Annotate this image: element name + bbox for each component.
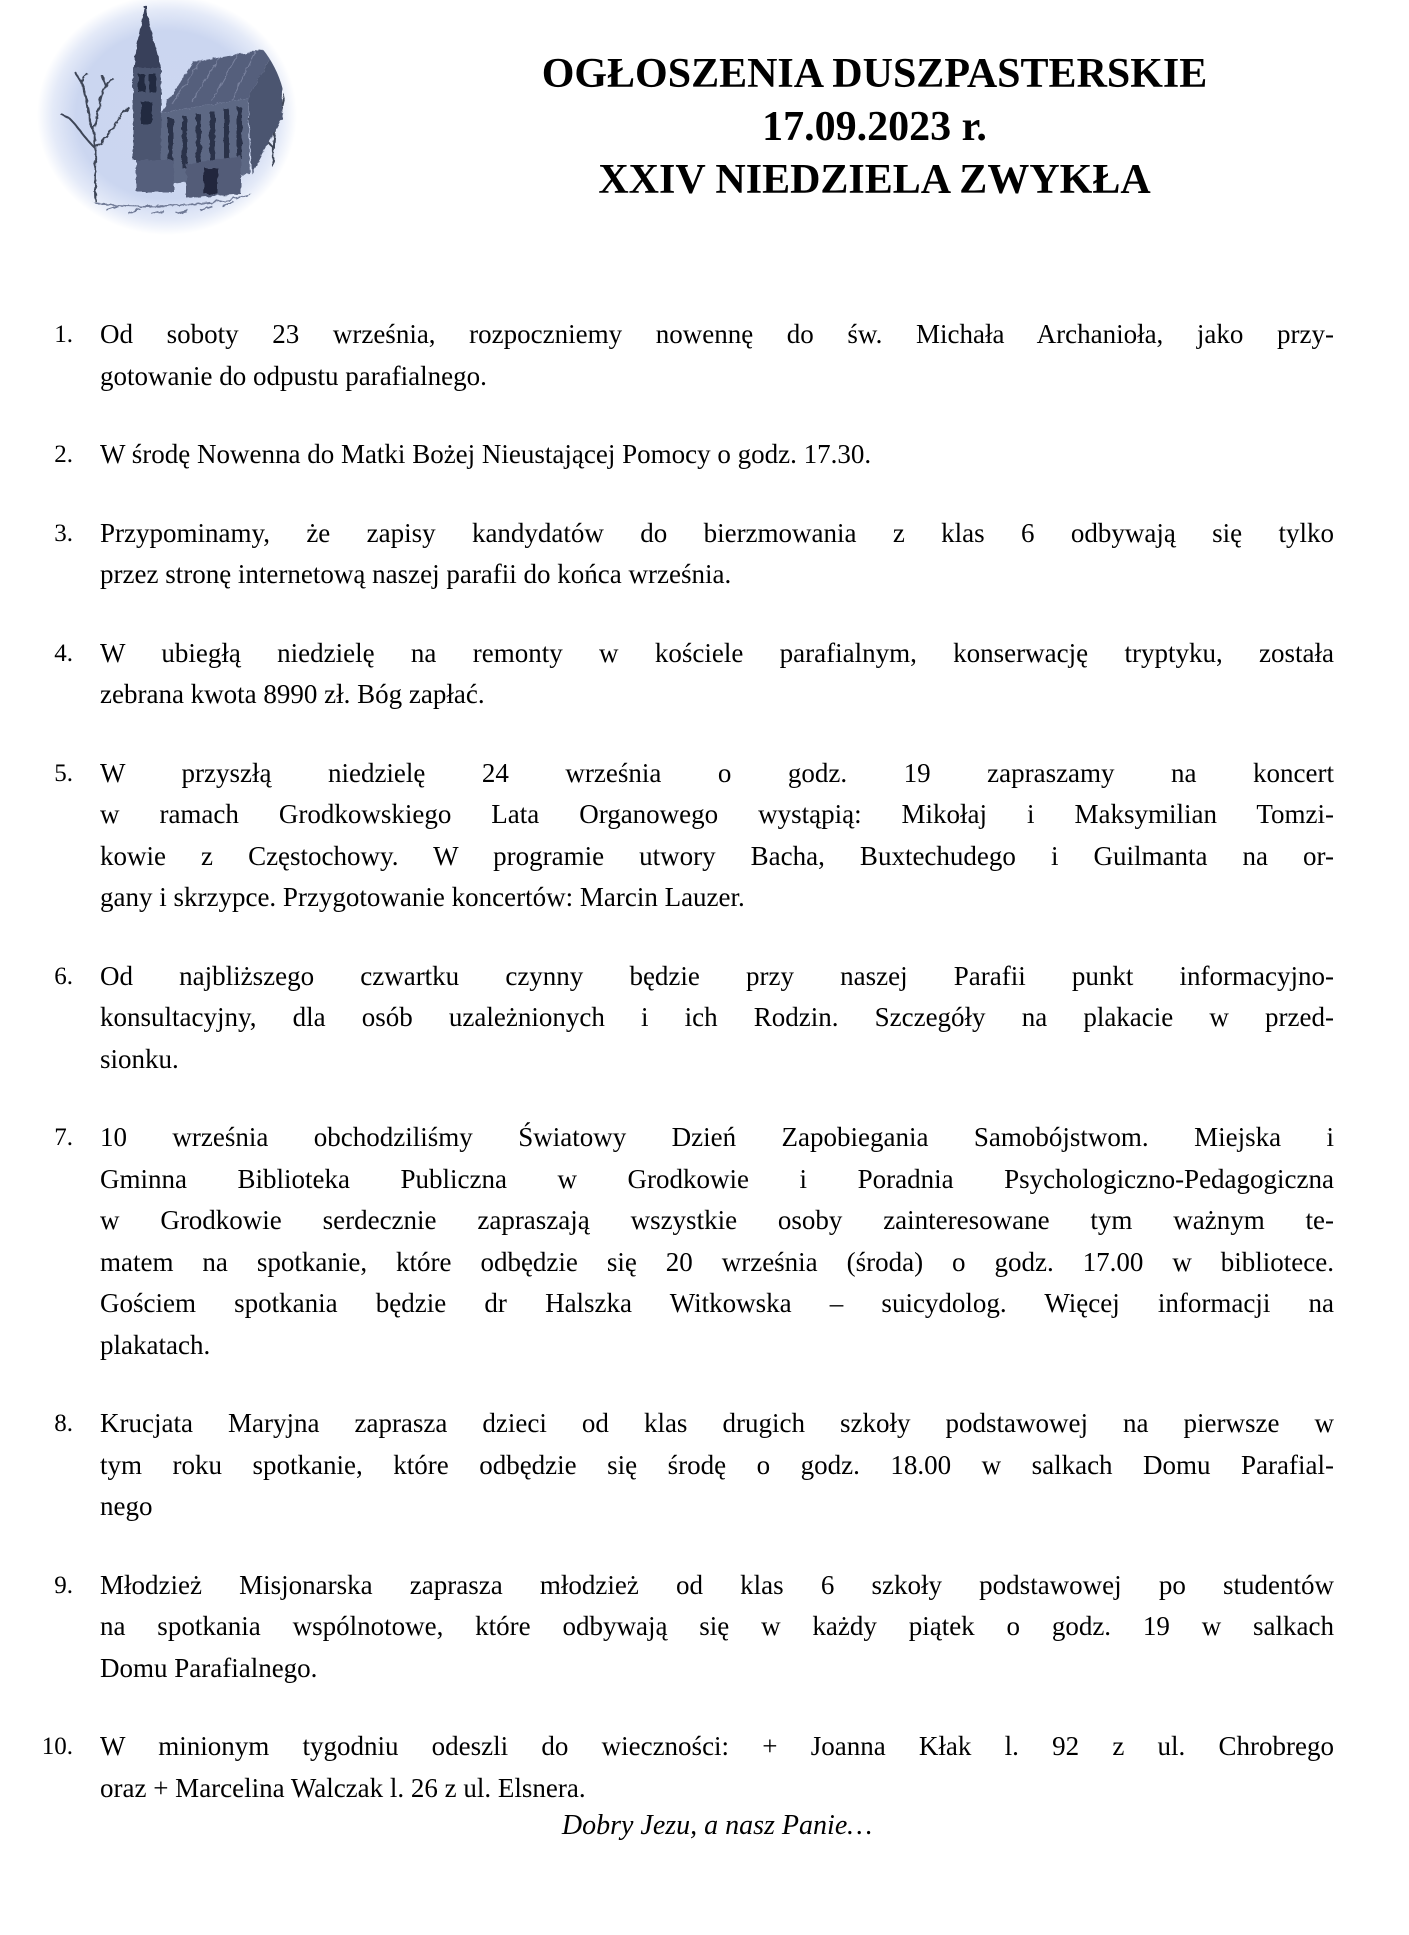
church-sketch-illustration [36, 0, 298, 238]
announcement-item [28, 513, 1334, 596]
announcement-item [28, 633, 1334, 716]
text-line: przez stronę internetową naszej parafii do końca września. [100, 559, 732, 589]
text-line: Młodzież Misjonarska zaprasza młodzież od klas 6 szkoły podstawowej po studentów [100, 1569, 1334, 1600]
item-number: 10. [41, 1733, 73, 1760]
text-line: W ubiegłą niedzielę na remonty w kościele parafialnym, konserwację tryptyku, została [100, 637, 1334, 668]
announcement-item [28, 1403, 1334, 1528]
item-text [100, 633, 1334, 716]
church-image [36, 0, 298, 238]
item-number: 3. [54, 519, 73, 547]
date-line: 17.09.2023 r. [762, 104, 987, 150]
gable-pinnacle [272, 24, 282, 48]
text-line: gotowanie do odpustu parafialnego. [100, 360, 487, 391]
item-text [100, 513, 1334, 596]
header [0, 0, 1409, 240]
item-text [100, 1403, 1334, 1528]
item-text [100, 314, 1334, 397]
text-line: plakatach. [100, 1329, 211, 1360]
text-line: w ramach Grodkowskiego Lata Organowego wystąpią: Mikołaj i Maksymilian Tomzi- [100, 799, 1334, 829]
announcement-item [28, 753, 1334, 919]
item-text [100, 753, 1334, 919]
item-number: 5. [54, 759, 73, 787]
text-line: na spotkania wspólnotowe, które odbywają się w każdy piątek o godz. 19 w salkach [100, 1611, 1334, 1641]
text-line: Domu Parafialnego. [100, 1652, 318, 1683]
item-number: 8. [54, 1410, 73, 1437]
item-text [100, 434, 1334, 476]
text-line: W przyszłą niedzielę 24 września o godz. 19 zapraszamy na koncert [100, 757, 1334, 788]
item-number: 7. [54, 1124, 73, 1151]
text-line: konsultacyjny, dla osób uzależnionych i ich Rodzin. Szczegóły na plakacie w przed- [100, 1002, 1334, 1032]
side-aisle [136, 160, 174, 192]
announcement-list [28, 314, 1334, 1809]
announcement-item [28, 956, 1334, 1081]
page-title: OGŁOSZENIA DUSZPASTERSKIE [541, 51, 1208, 97]
item-number: 2. [54, 441, 73, 468]
text-line: W minionym tygodniu odeszli do wieczności: + Joanna Kłak l. 92 z ul. Chrobrego [100, 1731, 1334, 1761]
subtitle: XXIV NIEDZIELA ZWYKŁA [598, 157, 1151, 203]
item-number: 6. [54, 962, 73, 990]
text-line: zebrana kwota 8990 zł. Bóg zapłać. [100, 679, 485, 709]
announcement-item [28, 1565, 1334, 1690]
text-line: kowie z Częstochowy. W programie utwory Bacha, Buxtechudego i Guilmanta na or- [100, 840, 1334, 871]
text-line: tym roku spotkanie, które odbędzie się środę o godz. 18.00 w salkach Domu Parafial- [100, 1449, 1334, 1480]
announcement-item [28, 1726, 1334, 1809]
announcement-item [28, 1117, 1334, 1366]
announcement-item [28, 434, 1334, 476]
closing-line: Dobry Jezu, a nasz Panie… [561, 1810, 873, 1841]
item-number: 4. [54, 639, 73, 667]
text-line: Od najbliższego czwartku czynny będzie przy naszej Parafii punkt informacyjno- [100, 960, 1334, 991]
text-line: Przypominamy, że zapisy kandydatów do bierzmowania z klas 6 odbywają się tylko [100, 517, 1334, 548]
title-block [390, 48, 1359, 207]
announcement-item [28, 314, 1334, 397]
text-line: Gminna Biblioteka Publiczna w Grodkowie i Poradnia Psychologiczno-Pedagogiczna [100, 1163, 1334, 1194]
text-line: Krucjata Maryjna zaprasza dzieci od klas drugich szkoły podstawowej na pierwsze w [100, 1408, 1334, 1438]
text-line: oraz + Marcelina Walczak l. 26 z ul. Elsnera. [100, 1772, 586, 1803]
text-line: w Grodkowie serdecznie zapraszają wszystkie osoby zainteresowane tym ważnym te- [100, 1205, 1334, 1235]
text-line: sionku. [100, 1043, 179, 1074]
item-number: 1. [54, 321, 73, 348]
text-line: Od soboty 23 września, rozpoczniemy nowennę do św. Michała Archanioła, jako przy- [100, 319, 1334, 349]
text-line: matem na spotkanie, które odbędzie się 20 września (środa) o godz. 17.00 w bibliotece. [100, 1246, 1334, 1277]
text-line: nego [100, 1491, 153, 1521]
item-text [100, 1565, 1334, 1690]
item-text [100, 1726, 1334, 1809]
item-text [100, 1117, 1334, 1366]
item-text [100, 956, 1334, 1081]
text-line: gany i skrzypce. Przygotowanie koncertów: Marcin Lauzer. [100, 882, 745, 912]
item-number: 9. [54, 1571, 73, 1599]
text-line: 10 września obchodziliśmy Światowy Dzień Zapobiegania Samobójstwom. Miejska i [100, 1122, 1334, 1152]
text-line: W środę Nowenna do Matki Bożej Nieustającej Pomocy o godz. 17.30. [100, 439, 872, 469]
text-line: Gościem spotkania będzie dr Halszka Witkowska – suicydolog. Więcej informacji na [100, 1288, 1334, 1318]
